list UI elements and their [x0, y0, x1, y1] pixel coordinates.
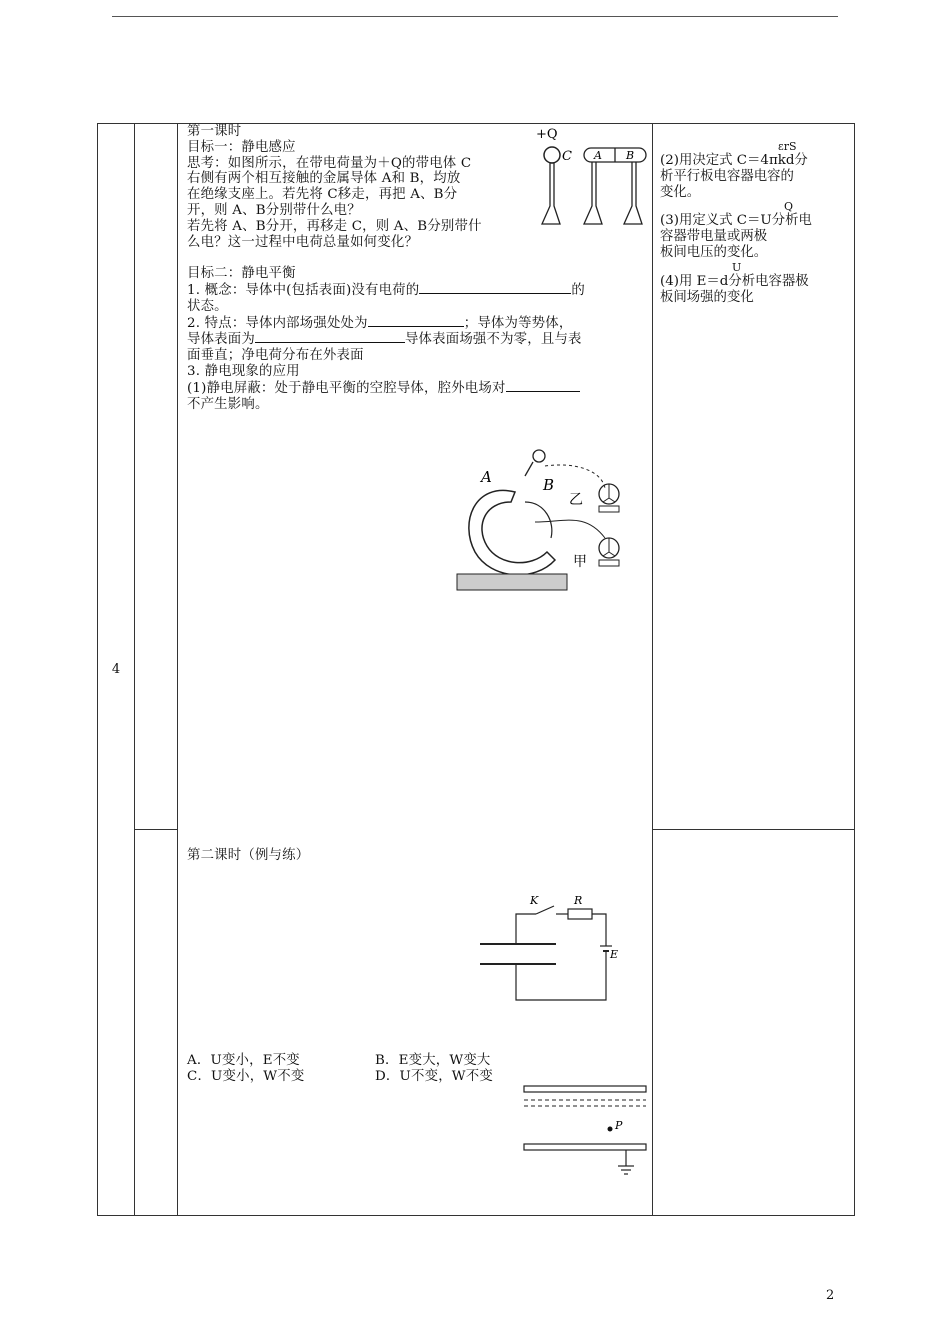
- example-2-block: [187, 1053, 645, 1085]
- goal2-concept: 1. 概念：导体中(包括表面)没有电荷的 的: [187, 282, 585, 298]
- stand-c: [542, 163, 560, 224]
- fig2-jia-label: 甲: [573, 554, 587, 570]
- fig1-a-label: A: [594, 149, 602, 162]
- goal2-concept-end: 状态。: [187, 298, 228, 314]
- fig2-yi-label: 乙: [569, 492, 583, 508]
- header-rule: [112, 16, 838, 17]
- goal1-question-line: 右侧有两个相互接触的金属导体 A和 B，均放: [187, 171, 461, 187]
- fig4-p-label: P: [615, 1119, 623, 1132]
- goal1-question-line: 么电？这一过程中电荷总量如何变化？: [187, 234, 419, 250]
- formula2-rest2: 板间电压的变化。: [660, 244, 768, 260]
- notes-block-1: [660, 140, 848, 305]
- example-2-options-ab: A．U变小，E不变 B．E变大，W变大: [187, 1053, 491, 1068]
- goal2-surface: 导体表面为 导体表面场强不为零，且与表: [187, 332, 582, 348]
- formula1-rest2: 变化。: [660, 184, 701, 200]
- fig1-charge-label: +Q: [536, 127, 558, 142]
- fig3-r-label: R: [574, 894, 583, 907]
- lesson2-heading: 第二课时（例与练）: [187, 848, 310, 863]
- goal2-shield: (1)静电屏蔽：处于静电平衡的空腔导体，腔外电场对: [187, 380, 645, 397]
- goal1-question-line: 在绝缘支座上。若先将 C移走，再把 A、B分: [187, 187, 458, 203]
- ball-b: [533, 450, 545, 462]
- example-2-options-cd: C．U变小，W不变 D．U不变，W不变: [187, 1068, 493, 1084]
- negative-plate: [524, 1144, 646, 1150]
- fig1-c-label: C: [562, 149, 572, 164]
- page-number: 2: [826, 1288, 835, 1303]
- goal2-shield-end: 不产生影响。: [187, 396, 269, 412]
- shell-base: [457, 574, 567, 590]
- goal1-question-line: 若先将 A、B分开，再移走 C，则 A、B分别带什: [187, 218, 482, 234]
- formula1-numerator: εrS: [778, 140, 797, 153]
- formula1-line: (2)用决定式 C＝4πkd分: [660, 153, 808, 168]
- fig3-e-label: E: [610, 948, 619, 961]
- goal1-question-line: 思考：如图所示，在带电荷量为＋Q的带电体 C: [187, 155, 472, 171]
- positive-plate: [524, 1086, 646, 1092]
- formula3-line: (4)用 E＝d分析电容器极: [660, 273, 809, 289]
- goal2-feature: 2. 特点：导体内部场强处处为 ；导体为等势体，: [187, 315, 573, 331]
- fig2-ball-label: B: [543, 476, 555, 494]
- formula2-line: (3)用定义式 C＝U分析电: [660, 213, 812, 229]
- resistor-r: [568, 909, 592, 919]
- formula2-numerator: Q: [784, 200, 794, 214]
- formula3-rest: 板间场强的变化: [660, 289, 754, 305]
- formula1-rest: 析平行板电容器电容的: [660, 168, 794, 184]
- fig2-shell-label: A: [481, 468, 492, 486]
- formula3-numerator: U: [732, 260, 742, 274]
- goal1-title: 目标一：静电感应: [187, 139, 296, 155]
- row-number: 4: [98, 124, 135, 1216]
- fig3-k-label: K: [530, 894, 539, 907]
- fig1-b-label: B: [626, 149, 635, 162]
- point-p: [608, 1127, 613, 1132]
- switch-k: [536, 906, 554, 914]
- figure-circuit: [470, 888, 640, 1006]
- figure-shell: [455, 442, 645, 602]
- lesson2-block: [187, 848, 645, 864]
- goal2-application: 3. 静电现象的应用: [187, 363, 300, 379]
- goal2-title: 目标二：静电平衡: [187, 266, 296, 282]
- notes-cell-2: [653, 830, 855, 1216]
- charged-sphere: [544, 147, 560, 163]
- goal1-question-line: 开，则 A、B分别带什么电？: [187, 202, 361, 218]
- formula2-rest: 容器带电量或两极: [660, 229, 768, 245]
- section-cell-1: [135, 124, 178, 830]
- figure-induction: [532, 124, 652, 232]
- stand-a: [584, 162, 602, 224]
- figure-plates: [520, 1082, 650, 1182]
- metal-shell-a: [469, 490, 555, 575]
- stand-b: [624, 162, 642, 224]
- lesson1-heading: 第一课时: [187, 124, 242, 139]
- goal2-surface-end: 面垂直；净电荷分布在外表面: [187, 348, 364, 364]
- section-cell-2: [135, 830, 178, 1216]
